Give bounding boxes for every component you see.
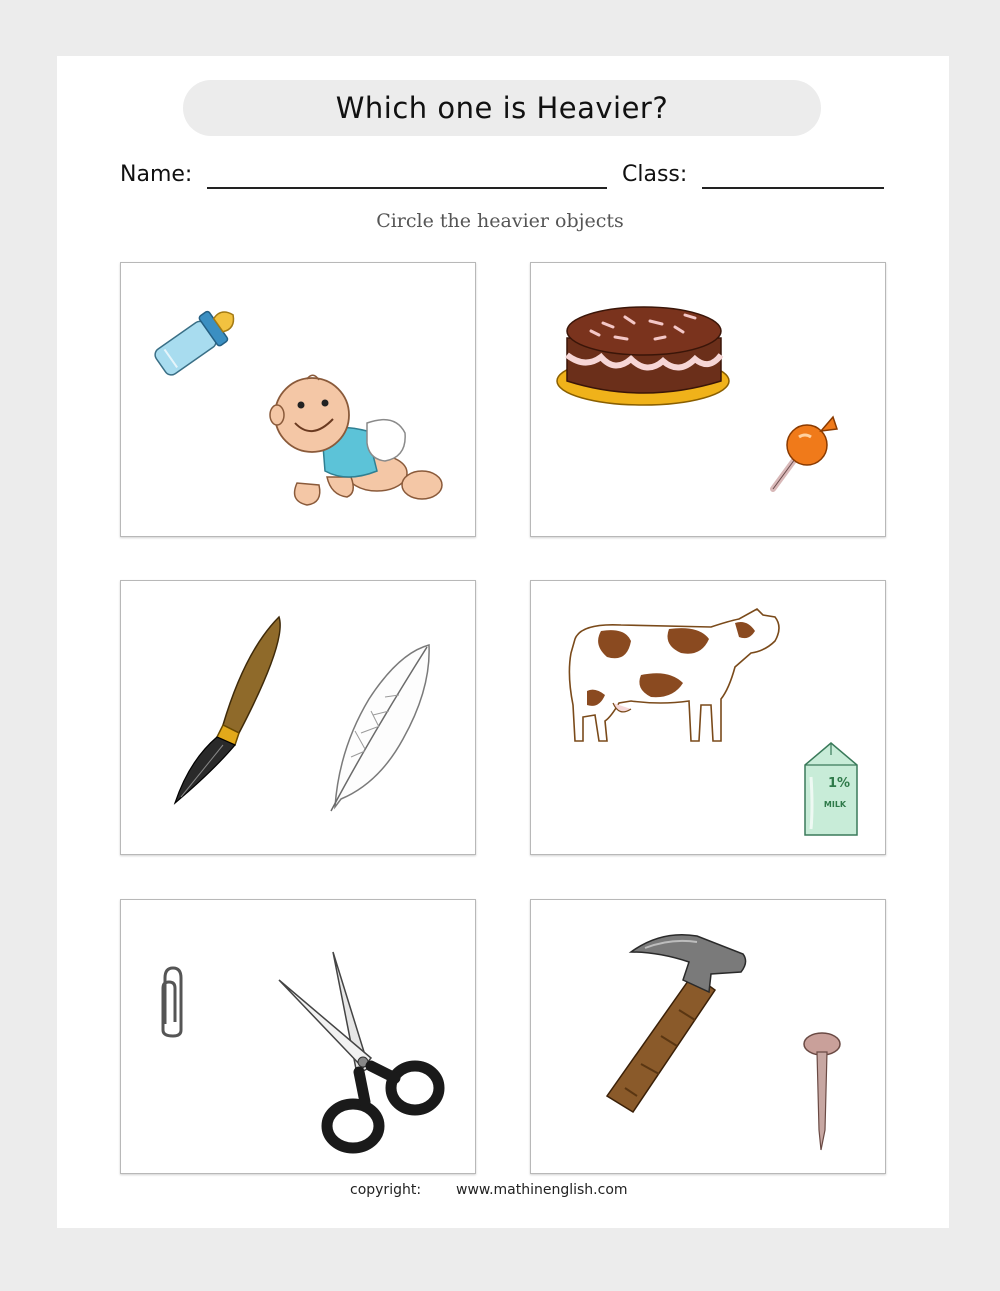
chocolate-cake-icon[interactable] — [555, 293, 735, 413]
name-label: Name: — [120, 162, 193, 187]
comparison-card-2[interactable] — [530, 262, 886, 537]
worksheet-title-text: Which one is Heavier? — [335, 91, 669, 125]
milk-carton-icon[interactable] — [799, 737, 863, 841]
comparison-card-1[interactable] — [120, 262, 476, 537]
paper-clip-icon[interactable] — [153, 964, 193, 1040]
footer — [0, 1182, 1000, 1202]
lollipop-icon[interactable] — [759, 409, 849, 499]
crawling-baby-icon[interactable] — [267, 353, 447, 523]
copyright-label: copyright: — [350, 1182, 422, 1198]
name-blank-line[interactable] — [207, 187, 607, 189]
comparison-card-5[interactable] — [120, 899, 476, 1174]
feather-icon[interactable] — [321, 639, 441, 814]
comparison-card-6[interactable] — [530, 899, 886, 1174]
fountain-pen-icon[interactable] — [161, 611, 291, 811]
name-class-row — [0, 160, 1000, 194]
worksheet-title — [183, 80, 821, 136]
website-link[interactable]: www.mathinenglish.com — [456, 1182, 628, 1198]
milk-carton-percent: 1% — [827, 776, 851, 791]
class-blank-line[interactable] — [702, 187, 884, 189]
baby-bottle-icon[interactable] — [139, 301, 249, 381]
hammer-icon[interactable] — [601, 928, 761, 1118]
milk-carton-word: MILK — [823, 800, 847, 809]
class-label: Class: — [622, 162, 688, 187]
comparison-card-3[interactable] — [120, 580, 476, 855]
nail-icon[interactable] — [799, 1030, 845, 1154]
instruction-text: Circle the heavier objects — [376, 210, 624, 232]
comparison-card-4[interactable] — [530, 580, 886, 855]
scissors-icon[interactable] — [271, 950, 451, 1160]
cow-icon[interactable] — [561, 605, 781, 750]
